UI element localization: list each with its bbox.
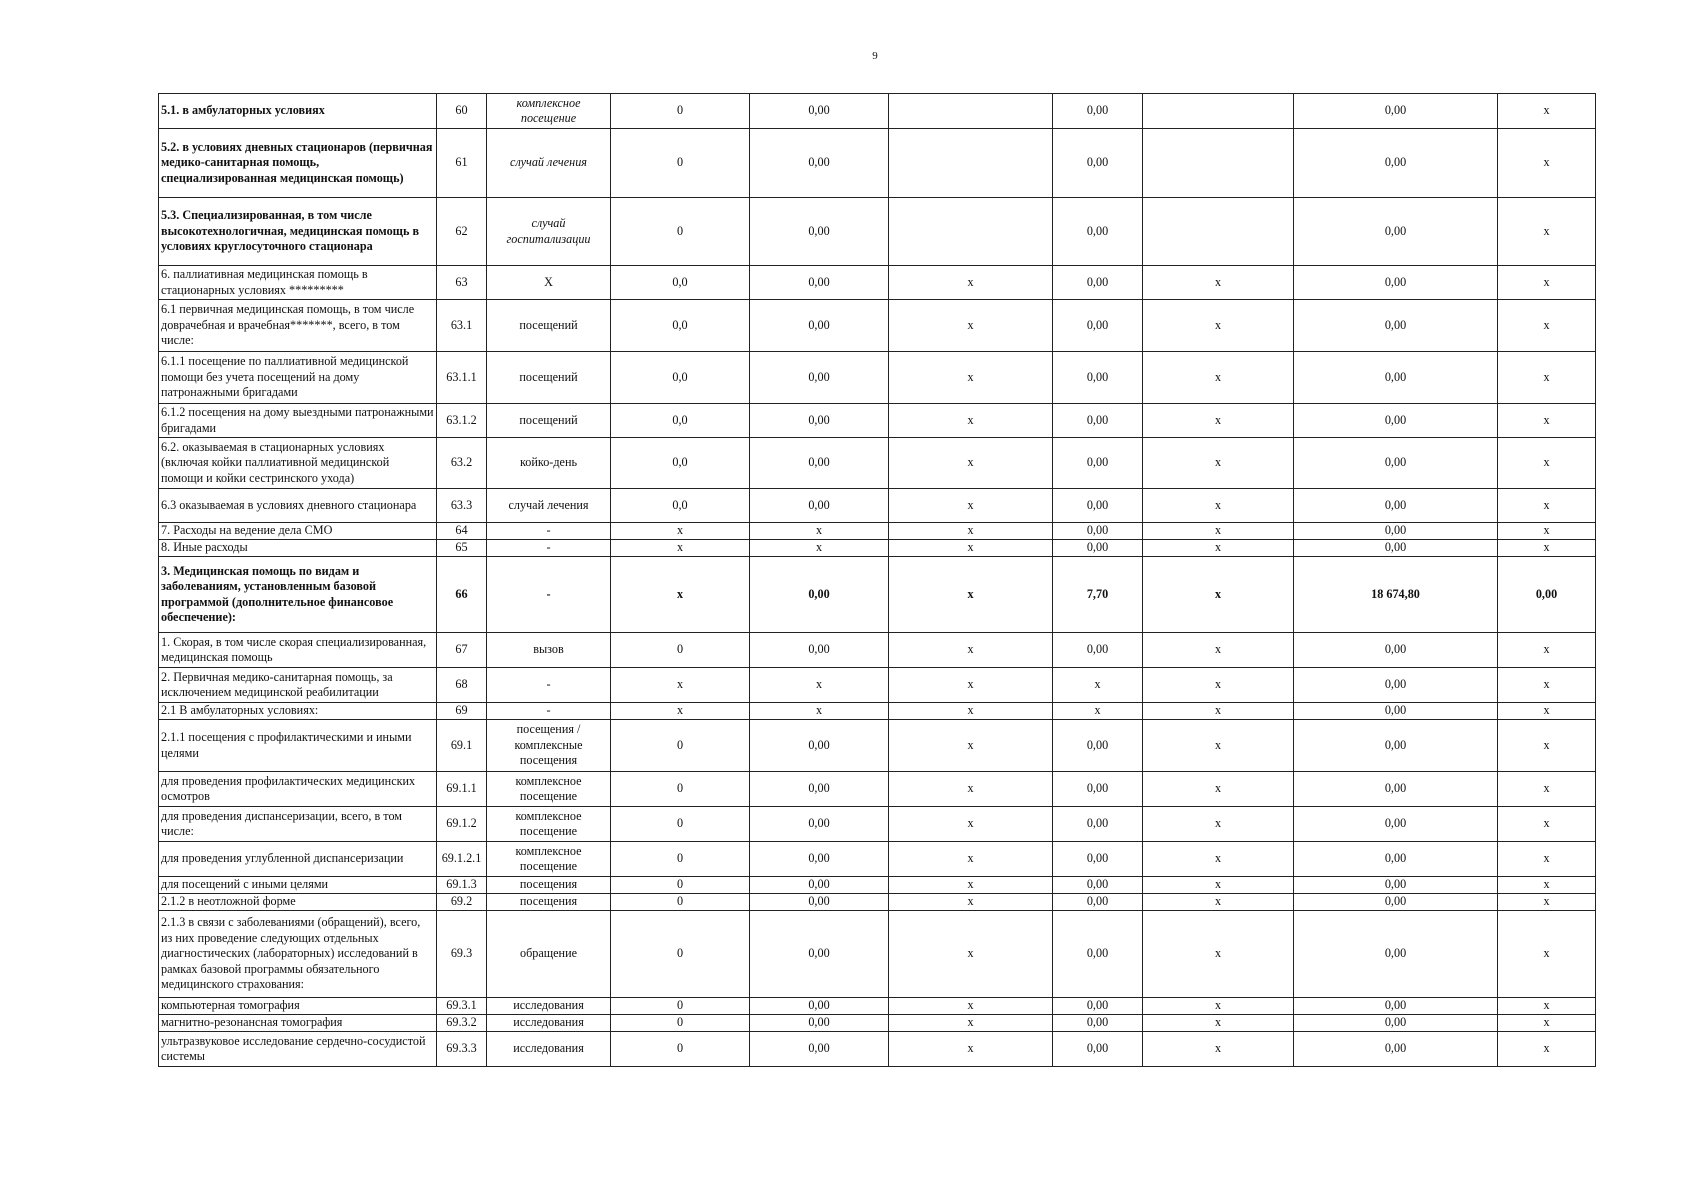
cell-volume: 0,0 xyxy=(611,438,750,489)
table-row xyxy=(159,1032,1596,1067)
cell-col9: 0,00 xyxy=(1294,300,1498,352)
row-name: для проведения углубленной диспансеризации xyxy=(159,842,437,877)
row-name: магнитно-резонансная томография xyxy=(159,1015,437,1032)
table-row xyxy=(159,404,1596,438)
cell-volume: 0 xyxy=(611,807,750,842)
row-number: 63.1.1 xyxy=(437,352,487,404)
cell-col6: х xyxy=(889,1015,1053,1032)
cell-col8: х xyxy=(1143,668,1294,703)
row-unit: случай лечения xyxy=(487,489,611,523)
row-name: 5.1. в амбулаторных условиях xyxy=(159,94,437,129)
cell-col9: 0,00 xyxy=(1294,668,1498,703)
cell-col10: х xyxy=(1498,1015,1596,1032)
row-number: 66 xyxy=(437,557,487,633)
cell-col9: 0,00 xyxy=(1294,911,1498,998)
cell-col6: х xyxy=(889,668,1053,703)
cell-col6: х xyxy=(889,523,1053,540)
cell-col9: 0,00 xyxy=(1294,198,1498,266)
cell-cost: х xyxy=(750,540,889,557)
cell-col8: х xyxy=(1143,720,1294,772)
row-name: компьютерная томография xyxy=(159,998,437,1015)
cell-col10: х xyxy=(1498,703,1596,720)
cell-col9: 0,00 xyxy=(1294,703,1498,720)
cell-col10: х xyxy=(1498,633,1596,668)
cell-col8: х xyxy=(1143,633,1294,668)
cell-col8 xyxy=(1143,129,1294,198)
row-unit: посещений xyxy=(487,300,611,352)
table-row xyxy=(159,1015,1596,1032)
cell-col8: х xyxy=(1143,703,1294,720)
cell-col9: 0,00 xyxy=(1294,523,1498,540)
cell-col6: х xyxy=(889,998,1053,1015)
cell-volume: х xyxy=(611,540,750,557)
table-row xyxy=(159,540,1596,557)
cell-col9: 18 674,80 xyxy=(1294,557,1498,633)
cell-col6: х xyxy=(889,877,1053,894)
row-unit: - xyxy=(487,668,611,703)
table-row xyxy=(159,911,1596,998)
data-table xyxy=(158,93,1596,1067)
cell-col10: х xyxy=(1498,404,1596,438)
row-number: 69.2 xyxy=(437,894,487,911)
row-unit: посещений xyxy=(487,404,611,438)
cell-col8: х xyxy=(1143,300,1294,352)
cell-col9: 0,00 xyxy=(1294,1032,1498,1067)
cell-col10: х xyxy=(1498,720,1596,772)
row-name: 2.1.1 посещения с профилактическими и иными целями xyxy=(159,720,437,772)
cell-col7: 0,00 xyxy=(1053,266,1143,300)
cell-col10: х xyxy=(1498,523,1596,540)
cell-col8: х xyxy=(1143,807,1294,842)
table-row xyxy=(159,842,1596,877)
cell-col6: х xyxy=(889,266,1053,300)
row-number: 69.3.1 xyxy=(437,998,487,1015)
cell-col8: х xyxy=(1143,352,1294,404)
row-number: 69.3.2 xyxy=(437,1015,487,1032)
cell-col8: х xyxy=(1143,1032,1294,1067)
table-row xyxy=(159,998,1596,1015)
cell-col6: х xyxy=(889,842,1053,877)
cell-col9: 0,00 xyxy=(1294,877,1498,894)
row-unit: койко-день xyxy=(487,438,611,489)
row-unit: исследования xyxy=(487,998,611,1015)
row-number: 63.1 xyxy=(437,300,487,352)
cell-col8: х xyxy=(1143,911,1294,998)
cell-col10: 0,00 xyxy=(1498,557,1596,633)
cell-col10: х xyxy=(1498,911,1596,998)
table-row xyxy=(159,300,1596,352)
row-unit: исследования xyxy=(487,1032,611,1067)
cell-cost: 0,00 xyxy=(750,998,889,1015)
cell-col9: 0,00 xyxy=(1294,998,1498,1015)
row-unit: - xyxy=(487,557,611,633)
cell-col8: х xyxy=(1143,557,1294,633)
row-name: 6.3 оказываемая в условиях дневного стационара xyxy=(159,489,437,523)
cell-col8: х xyxy=(1143,540,1294,557)
cell-col6: х xyxy=(889,557,1053,633)
cell-col10: х xyxy=(1498,129,1596,198)
row-unit: посещения xyxy=(487,894,611,911)
cell-col9: 0,00 xyxy=(1294,266,1498,300)
cell-volume: 0 xyxy=(611,198,750,266)
cell-col7: 0,00 xyxy=(1053,633,1143,668)
cell-col7: 0,00 xyxy=(1053,911,1143,998)
cell-col8: х xyxy=(1143,404,1294,438)
cell-cost: х xyxy=(750,668,889,703)
row-name: для проведения диспансеризации, всего, в том числе: xyxy=(159,807,437,842)
row-name: 6.1.1 посещение по паллиативной медицинской помощи без учета посещений на дому патронажными бригадами xyxy=(159,352,437,404)
cell-col8: х xyxy=(1143,489,1294,523)
row-unit: посещений xyxy=(487,352,611,404)
table-row xyxy=(159,266,1596,300)
cell-col6: х xyxy=(889,352,1053,404)
row-unit: посещения / комплексные посещения xyxy=(487,720,611,772)
cell-volume: 0 xyxy=(611,998,750,1015)
cell-col8 xyxy=(1143,198,1294,266)
table-row xyxy=(159,703,1596,720)
cell-col6 xyxy=(889,198,1053,266)
cell-col10: х xyxy=(1498,438,1596,489)
row-number: 68 xyxy=(437,668,487,703)
row-number: 63.2 xyxy=(437,438,487,489)
cell-col8 xyxy=(1143,94,1294,129)
cell-cost: 0,00 xyxy=(750,911,889,998)
cell-cost: 0,00 xyxy=(750,842,889,877)
cell-col8: х xyxy=(1143,877,1294,894)
cell-col6: х xyxy=(889,720,1053,772)
cell-cost: 0,00 xyxy=(750,438,889,489)
cell-col9: 0,00 xyxy=(1294,842,1498,877)
cell-cost: 0,00 xyxy=(750,877,889,894)
cell-col6: х xyxy=(889,540,1053,557)
cell-col8: х xyxy=(1143,894,1294,911)
cell-col6: х xyxy=(889,489,1053,523)
table-row xyxy=(159,807,1596,842)
cell-volume: 0 xyxy=(611,720,750,772)
row-number: 64 xyxy=(437,523,487,540)
cell-volume: 0,0 xyxy=(611,404,750,438)
row-unit: обращение xyxy=(487,911,611,998)
cell-col7: 0,00 xyxy=(1053,523,1143,540)
row-number: 69.3 xyxy=(437,911,487,998)
row-name: 6.1 первичная медицинская помощь, в том числе доврачебная и врачебная*******, всего, в том числе: xyxy=(159,300,437,352)
cell-cost: 0,00 xyxy=(750,772,889,807)
row-name: 5.3. Специализированная, в том числе высокотехнологичная, медицинская помощь в условиях круглосуточного стационара xyxy=(159,198,437,266)
cell-volume: 0,0 xyxy=(611,489,750,523)
row-number: 69.3.3 xyxy=(437,1032,487,1067)
cell-cost: 0,00 xyxy=(750,404,889,438)
cell-col7: х xyxy=(1053,703,1143,720)
cell-cost: 0,00 xyxy=(750,352,889,404)
row-number: 63 xyxy=(437,266,487,300)
cell-col7: 0,00 xyxy=(1053,540,1143,557)
table-row xyxy=(159,489,1596,523)
row-unit: комплексное посещение xyxy=(487,842,611,877)
cell-cost: 0,00 xyxy=(750,266,889,300)
cell-cost: х xyxy=(750,523,889,540)
cell-cost: 0,00 xyxy=(750,807,889,842)
page-number: 9 xyxy=(872,50,878,62)
cell-volume: х xyxy=(611,557,750,633)
cell-col10: х xyxy=(1498,668,1596,703)
cell-col10: х xyxy=(1498,266,1596,300)
cell-volume: 0 xyxy=(611,842,750,877)
row-number: 61 xyxy=(437,129,487,198)
cell-col10: х xyxy=(1498,842,1596,877)
row-unit: комплексное посещение xyxy=(487,94,611,129)
cell-col10: х xyxy=(1498,198,1596,266)
cell-col10: х xyxy=(1498,807,1596,842)
row-name: ультразвуковое исследование сердечно-сосудистой системы xyxy=(159,1032,437,1067)
cell-col10: х xyxy=(1498,300,1596,352)
cell-cost: 0,00 xyxy=(750,94,889,129)
row-name: 2.1.2 в неотложной форме xyxy=(159,894,437,911)
cell-col8: х xyxy=(1143,266,1294,300)
cell-volume: 0 xyxy=(611,129,750,198)
cell-volume: 0 xyxy=(611,772,750,807)
row-name: для посещений с иными целями xyxy=(159,877,437,894)
cell-volume: 0 xyxy=(611,94,750,129)
row-unit: вызов xyxy=(487,633,611,668)
cell-col7: х xyxy=(1053,668,1143,703)
table-row xyxy=(159,633,1596,668)
row-name: 3. Медицинская помощь по видам и заболеваниям, установленным базовой программой (дополнительное финансовое обеспечение): xyxy=(159,557,437,633)
row-number: 63.1.2 xyxy=(437,404,487,438)
cell-col10: х xyxy=(1498,489,1596,523)
cell-col6: х xyxy=(889,438,1053,489)
cell-col9: 0,00 xyxy=(1294,352,1498,404)
table-row xyxy=(159,557,1596,633)
cell-col10: х xyxy=(1498,540,1596,557)
cell-col7: 0,00 xyxy=(1053,129,1143,198)
cell-col9: 0,00 xyxy=(1294,404,1498,438)
cell-col7: 0,00 xyxy=(1053,842,1143,877)
cell-col7: 0,00 xyxy=(1053,772,1143,807)
row-number: 69.1.2.1 xyxy=(437,842,487,877)
row-number: 62 xyxy=(437,198,487,266)
cell-col9: 0,00 xyxy=(1294,489,1498,523)
row-number: 69.1 xyxy=(437,720,487,772)
table-row xyxy=(159,668,1596,703)
cell-col10: х xyxy=(1498,998,1596,1015)
table-row xyxy=(159,523,1596,540)
cell-col7: 0,00 xyxy=(1053,807,1143,842)
row-number: 67 xyxy=(437,633,487,668)
cell-cost: 0,00 xyxy=(750,300,889,352)
cell-cost: 0,00 xyxy=(750,720,889,772)
cell-col7: 7,70 xyxy=(1053,557,1143,633)
cell-col7: 0,00 xyxy=(1053,198,1143,266)
cell-col9: 0,00 xyxy=(1294,1015,1498,1032)
cell-col9: 0,00 xyxy=(1294,94,1498,129)
cell-col8: х xyxy=(1143,998,1294,1015)
cell-col9: 0,00 xyxy=(1294,540,1498,557)
cell-col7: 0,00 xyxy=(1053,720,1143,772)
cell-col10: х xyxy=(1498,94,1596,129)
cell-volume: х xyxy=(611,523,750,540)
cell-cost: 0,00 xyxy=(750,557,889,633)
cell-volume: 0 xyxy=(611,633,750,668)
cell-col9: 0,00 xyxy=(1294,807,1498,842)
row-name: 5.2. в условиях дневных стационаров (первичная медико-санитарная помощь, специализированная медицинская помощь) xyxy=(159,129,437,198)
cell-col9: 0,00 xyxy=(1294,772,1498,807)
cell-col6: х xyxy=(889,300,1053,352)
cell-col7: 0,00 xyxy=(1053,1032,1143,1067)
cell-col6: х xyxy=(889,404,1053,438)
cell-col10: х xyxy=(1498,877,1596,894)
row-unit: - xyxy=(487,523,611,540)
row-unit: - xyxy=(487,703,611,720)
row-name: 2. Первичная медико-санитарная помощь, за исключением медицинской реабилитации xyxy=(159,668,437,703)
cell-col8: х xyxy=(1143,1015,1294,1032)
row-name: 1. Скорая, в том числе скорая специализированная, медицинская помощь xyxy=(159,633,437,668)
row-number: 65 xyxy=(437,540,487,557)
cell-col10: х xyxy=(1498,894,1596,911)
table-row xyxy=(159,198,1596,266)
table-row xyxy=(159,772,1596,807)
cell-cost: 0,00 xyxy=(750,129,889,198)
row-number: 69.1.3 xyxy=(437,877,487,894)
cell-col9: 0,00 xyxy=(1294,438,1498,489)
cell-volume: х xyxy=(611,703,750,720)
cell-col9: 0,00 xyxy=(1294,129,1498,198)
cell-col10: х xyxy=(1498,772,1596,807)
cell-col6: х xyxy=(889,894,1053,911)
cell-cost: 0,00 xyxy=(750,198,889,266)
row-name: для проведения профилактических медицинских осмотров xyxy=(159,772,437,807)
cell-col9: 0,00 xyxy=(1294,720,1498,772)
row-unit: исследования xyxy=(487,1015,611,1032)
table-row xyxy=(159,129,1596,198)
cell-cost: 0,00 xyxy=(750,1032,889,1067)
cell-volume: х xyxy=(611,668,750,703)
cell-volume: 0 xyxy=(611,1032,750,1067)
cell-col7: 0,00 xyxy=(1053,1015,1143,1032)
cell-col6: х xyxy=(889,633,1053,668)
row-name: 2.1.3 в связи с заболеваниями (обращений), всего, из них проведение следующих отдельных диагностических (лабораторных) исследований в рамках базовой программы обязательного медицинского страхования: xyxy=(159,911,437,998)
table-row xyxy=(159,894,1596,911)
cell-cost: х xyxy=(750,703,889,720)
cell-col10: х xyxy=(1498,352,1596,404)
row-name: 6.1.2 посещения на дому выездными патронажными бригадами xyxy=(159,404,437,438)
cell-col9: 0,00 xyxy=(1294,894,1498,911)
cell-col7: 0,00 xyxy=(1053,998,1143,1015)
cell-col7: 0,00 xyxy=(1053,438,1143,489)
cell-col7: 0,00 xyxy=(1053,352,1143,404)
cell-cost: 0,00 xyxy=(750,489,889,523)
row-unit: комплексное посещение xyxy=(487,807,611,842)
cell-col6: х xyxy=(889,703,1053,720)
cell-col6: х xyxy=(889,807,1053,842)
row-number: 69 xyxy=(437,703,487,720)
cell-volume: 0,0 xyxy=(611,300,750,352)
row-number: 60 xyxy=(437,94,487,129)
row-number: 69.1.1 xyxy=(437,772,487,807)
row-unit: случай госпитализации xyxy=(487,198,611,266)
cell-col7: 0,00 xyxy=(1053,300,1143,352)
cell-col10: х xyxy=(1498,1032,1596,1067)
row-unit: посещения xyxy=(487,877,611,894)
cell-volume: 0 xyxy=(611,911,750,998)
table-row xyxy=(159,877,1596,894)
table-row xyxy=(159,94,1596,129)
cell-col6 xyxy=(889,129,1053,198)
row-name: 8. Иные расходы xyxy=(159,540,437,557)
cell-cost: 0,00 xyxy=(750,894,889,911)
cell-volume: 0 xyxy=(611,877,750,894)
cell-col9: 0,00 xyxy=(1294,633,1498,668)
row-name: 6.2. оказываемая в стационарных условиях (включая койки паллиативной медицинской помощи и койки сестринского ухода) xyxy=(159,438,437,489)
cell-volume: 0 xyxy=(611,894,750,911)
table-row xyxy=(159,352,1596,404)
table-row xyxy=(159,720,1596,772)
row-unit: случай лечения xyxy=(487,129,611,198)
cell-col7: 0,00 xyxy=(1053,877,1143,894)
cell-col7: 0,00 xyxy=(1053,404,1143,438)
row-number: 69.1.2 xyxy=(437,807,487,842)
cell-cost: 0,00 xyxy=(750,1015,889,1032)
cell-col6: х xyxy=(889,772,1053,807)
row-name: 6. паллиативная медицинская помощь в стационарных условиях ********* xyxy=(159,266,437,300)
cell-cost: 0,00 xyxy=(750,633,889,668)
row-unit: Х xyxy=(487,266,611,300)
cell-col7: 0,00 xyxy=(1053,94,1143,129)
cell-col8: х xyxy=(1143,523,1294,540)
cell-col7: 0,00 xyxy=(1053,489,1143,523)
row-unit: комплексное посещение xyxy=(487,772,611,807)
row-name: 2.1 В амбулаторных условиях: xyxy=(159,703,437,720)
cell-col8: х xyxy=(1143,438,1294,489)
row-number: 63.3 xyxy=(437,489,487,523)
row-unit: - xyxy=(487,540,611,557)
cell-col7: 0,00 xyxy=(1053,894,1143,911)
cell-volume: 0 xyxy=(611,1015,750,1032)
cell-volume: 0,0 xyxy=(611,266,750,300)
cell-volume: 0,0 xyxy=(611,352,750,404)
cell-col6: х xyxy=(889,1032,1053,1067)
row-name: 7. Расходы на ведение дела СМО xyxy=(159,523,437,540)
cell-col6: х xyxy=(889,911,1053,998)
table-row xyxy=(159,438,1596,489)
cell-col8: х xyxy=(1143,842,1294,877)
cell-col8: х xyxy=(1143,772,1294,807)
cell-col6 xyxy=(889,94,1053,129)
